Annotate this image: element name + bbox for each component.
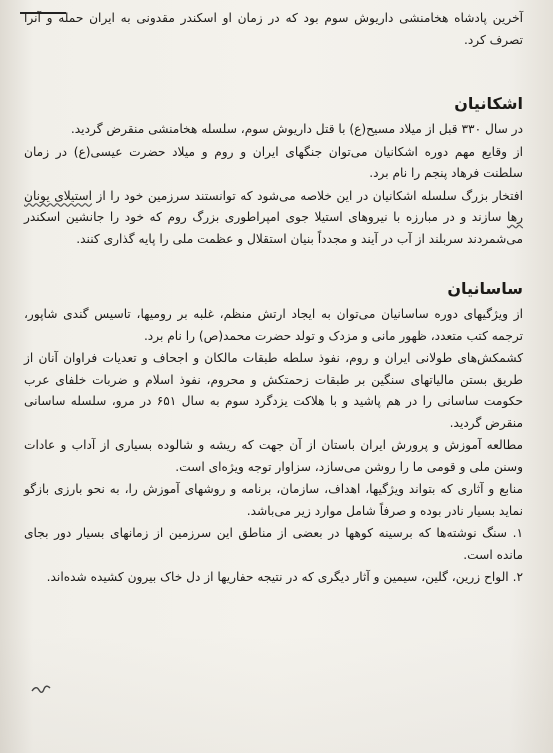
sasanian-paragraph-1: از ویژگیهای دوره ساسانیان می‌توان به ایجاد ارتش منظم، غلبه بر رومیها، تاسیس گندی شاپور، ترجمه کتب متعدد، ظهور مانی و مزدک و تولد حضرت محمد(ص) را نام برد. xyxy=(24,307,523,343)
ashkanian-paragraph-1: در سال ۳۳۰ قبل از میلاد مسیح(ع) با قتل داریوش سوم، سلسله هخامنشی منقرض گردید. xyxy=(70,122,523,136)
underlined-phrase: استیلای یونان رها xyxy=(24,188,524,224)
list-item-1: ۱. سنگ نوشته‌ها که برسینه کوهها در بعضی از مناطق این سرزمین از زمانهای بسیار دور بجای مانده است. xyxy=(24,526,523,562)
ashkanian-paragraph-3 xyxy=(24,186,523,251)
sasanian-paragraph-2: کشمکش‌های طولانی ایران و روم، نفوذ سلطه طبقات مالکان و اجحاف و تعدیات فراوان آنان از طریق بستن مالیاتهای سنگین بر طبقات زحمتکش و محروم، نفوذ اسلام و ضربات خلفای عرب حکومت ساسانی را در هم پاشید و با هلاکت یزدگرد سوم به سال ۶۵۱ در مرو، سلسله ساسانی منقرض گردید. xyxy=(24,351,523,430)
pencil-check-icon xyxy=(30,683,52,697)
intro-paragraph xyxy=(24,8,523,51)
section-heading-sasanian: ساسانیان xyxy=(447,279,523,298)
page-content xyxy=(24,8,523,590)
page-shading xyxy=(0,633,553,753)
list-item-2: ۲. الواح زرین، گلین، سیمین و آثار دیگری که در نتیجه حفاریها از دل خاک بیرون کشیده شده‌اند. xyxy=(46,570,523,584)
section-heading-ashkanian: اشکانیان xyxy=(454,94,523,113)
sasanian-paragraph-4: منابع و آثاری که بتواند ویژگیها، اهداف، سازمان، برنامه و روشهای آموزش را، به نحو بارزی بازگو نماید بسیار نادر بوده و صرفاً شامل موارد زیر می‌باشد. xyxy=(24,482,523,518)
ashkanian-paragraph-2: از وقایع مهم دوره اشکانیان می‌توان جنگهای ایران و روم و میلاد حضرت عیسی(ع) در زمان سلطنت فرهاد پنجم را نام برد. xyxy=(24,144,523,180)
section-ashkanian xyxy=(24,119,523,250)
intro-text: آخرین پادشاه هخامنشی داریوش سوم بود که در زمان او اسکندر مقدونی به ایران حمله و آنرا تصرف کرد. xyxy=(24,11,523,47)
sasanian-paragraph-3: مطالعه آموزش و پرورش ایران باستان از آن جهت که ریشه و شالوده بسیاری از آداب و عادات وسنن ملی و قومی ما را روشن می‌سازد، سزاوار توجه ویژه‌ای است. xyxy=(24,438,523,474)
ashkanian-p3-end: سازند و در مبارزه با نیروهای استیلا جوی امپراطوری بزرگ روم که خود را جانشین اسکندر می‌شمردند سربلند از آب در آیند و مجدداً بنیان استقلال و عظمت ملی را پایه گذاری کنند. xyxy=(24,210,523,246)
section-sasanian xyxy=(24,304,523,589)
ashkanian-p3-start: افتخار بزرگ سلسله اشکانیان در این خلاصه می‌شود که توانستند سرزمین خود را از xyxy=(96,188,523,203)
